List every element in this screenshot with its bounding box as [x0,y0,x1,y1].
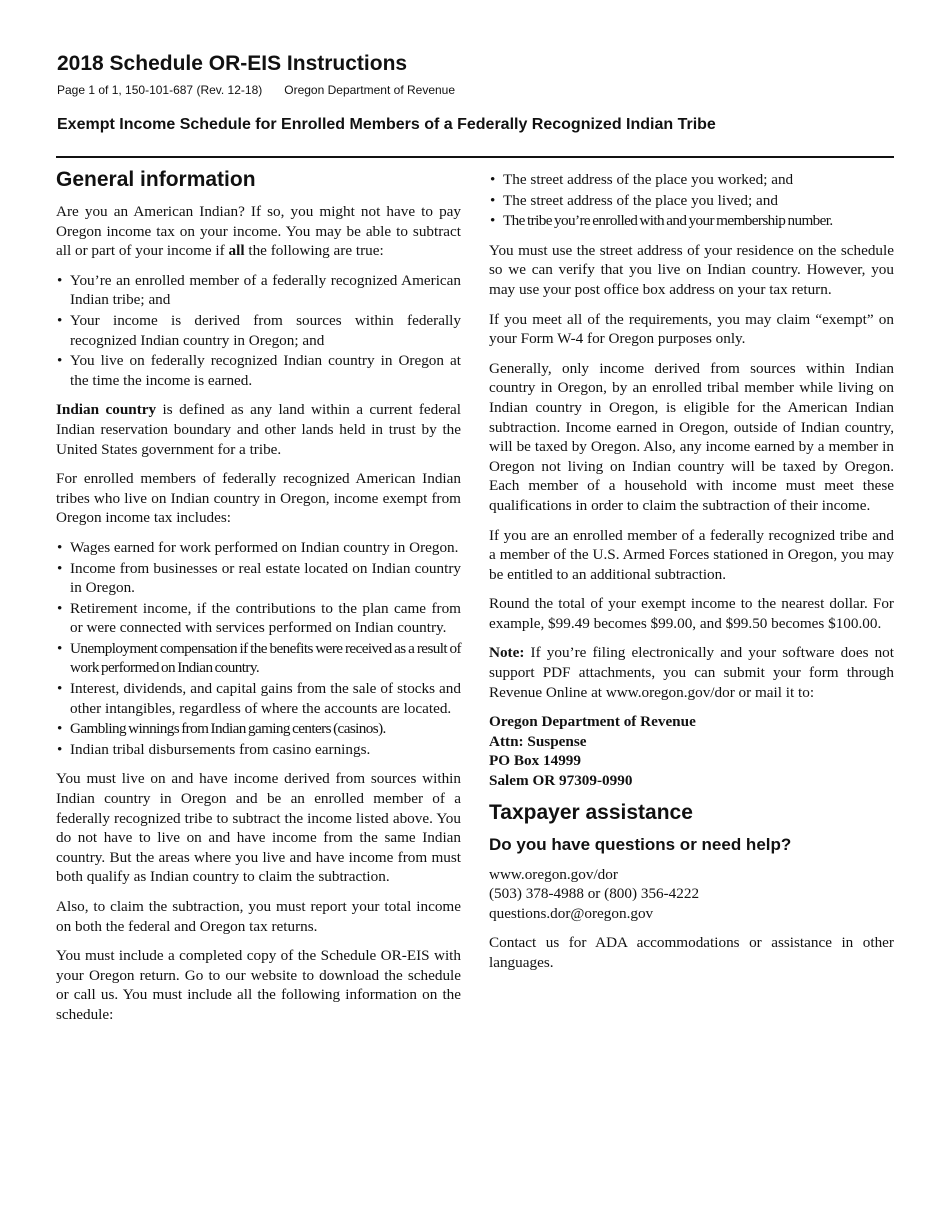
department-name: Oregon Department of Revenue [284,83,456,97]
indian-country-definition: Indian country is defined as any land within a current federal Indian reservation boundary and other lands held in trust by the United States government for a tribe. [56,401,462,458]
mailing-address: Oregon Department of Revenue Attn: Suspense PO Box 14999 Salem OR 97309-0990 [489,713,696,790]
include-schedule-paragraph: You must include a completed copy of the Schedule OR-EIS with your Oregon return. Go to our website to download the schedule or call us. You must include all the following information on the schedule: [56,947,461,1023]
general-information-heading: General information [56,168,256,191]
armed-forces-paragraph: If you are an enrolled member of a federally recognized tribe and a member of the U.S. Armed Forces stationed in Oregon, you may be entitled to an additional subtraction. [489,526,894,583]
website-link[interactable]: www.oregon.gov/dor [489,865,618,883]
right-column [489,170,894,983]
contact-info [489,865,894,924]
left-column [56,164,461,1035]
list-item: • Your income is derived from sources within federally recognized Indian country in Oregon; and [56,311,461,350]
report-income-paragraph: Also, to claim the subtraction, you must report your total income on both the federal and Oregon tax returns. [56,898,461,935]
street-address-paragraph: You must use the street address of your residence on the schedule so we can verify that you live on Indian country. However, you may use your post office box address on your tax return. [489,241,894,298]
list-item: • You’re an enrolled member of a federally recognized American Indian tribe; and [56,271,461,310]
eligibility-detail-paragraph: Generally, only income derived from sources within Indian country in Oregon, by an enrolled tribal member while living on Indian country in Oregon, is eligible for the American Indian subtraction. Income earned in Oregon, outside of Indian country, will be taxed by Oregon. Also, any income earned by a member in Oregon not living on Indian country will be taxed by Oregon. Each member of a household with income must meet these qualifications in order to claim the subtraction of their income. [489,359,894,514]
taxpayer-assistance-heading: Taxpayer assistance [489,800,693,824]
list-item: • Unemployment compensation if the benefits were received as a result of work performed on Indian country. [56,639,461,678]
list-item: • Retirement income, if the contributions to the plan came from or were connected with services performed on Indian country. [56,599,461,638]
eligibility-conditions-list [56,271,461,391]
email-link[interactable]: questions.dor@oregon.gov [489,904,654,922]
page-info: Page 1 of 1, 150-101-687 (Rev. 12-18) [57,83,263,97]
schedule-requirements-list [489,170,894,231]
list-item: • Wages earned for work performed on Indian country in Oregon. [56,538,461,558]
list-item: • The street address of the place you lived; and [489,191,894,211]
list-item: • Indian tribal disbursements from casino earnings. [56,740,461,760]
ada-note: Contact us for ADA accommodations or assistance in other languages. [489,934,894,971]
list-item: • Gambling winnings from Indian gaming centers (casinos). [56,719,461,739]
list-item: • The street address of the place you worked; and [489,170,894,190]
phone-numbers: (503) 378-4988 or (800) 356-4222 [489,885,700,903]
rounding-paragraph: Round the total of your exempt income to the nearest dollar. For example, $99.49 becomes $99.00, and $99.50 becomes $100.00. [489,595,894,632]
exempt-income-list [56,538,461,760]
list-item: • You live on federally recognized Indian country in Oregon at the time the income is earned. [56,351,461,390]
schedule-subtitle: Exempt Income Schedule for Enrolled Members of a Federally Recognized Indian Tribe [57,116,716,133]
page-title: 2018 Schedule OR-EIS Instructions [57,52,408,75]
page-meta [57,83,455,97]
questions-subheading: Do you have questions or need help? [489,834,792,854]
list-item: • The tribe you’re enrolled with and your membership number. [489,211,894,231]
residency-paragraph: You must live on and have income derived from sources within Indian country in Oregon and be an enrolled member of a federally recognized tribe to subtract the income listed above. You do not have to live on and have income from the same Indian country. But the areas where you live and have income from must both qualify as Indian country to claim the subtraction. [56,770,461,886]
list-item: • Income from businesses or real estate located on Indian country in Oregon. [56,559,461,598]
w4-exempt-paragraph: If you meet all of the requirements, you may claim “exempt” on your Form W-4 for Oregon purposes only. [489,310,894,348]
header-divider [56,156,894,158]
electronic-filing-note: Note: If you’re filing electronically and your software does not support PDF attachments, you can submit your form through Revenue Online at www.oregon.gov/dor or mail it to: [489,644,894,701]
intro-paragraph: Are you an American Indian? If so, you might not have to pay Oregon income tax on your income. You may be able to subtract all or part of your income if all the following are true: [56,203,461,260]
exempt-income-intro: For enrolled members of federally recognized American Indian tribes who live on Indian country in Oregon, income exempt from Oregon income tax includes: [56,470,461,527]
list-item: • Interest, dividends, and capital gains from the sale of stocks and other intangibles, regardless of where the accounts are located. [56,679,461,718]
